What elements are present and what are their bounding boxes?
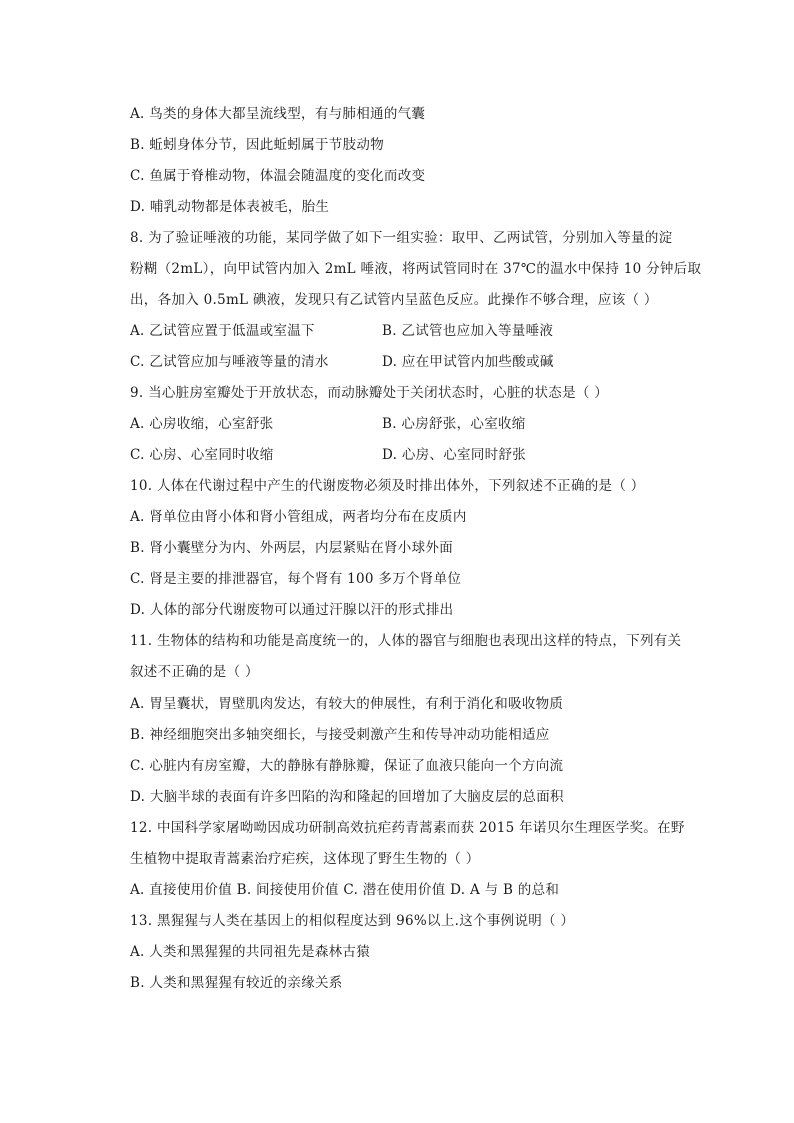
- q8-stem-line-3: 出，各加入 0.5mL 碘液，发现只有乙试管内呈蓝色反应。此操作不够合理，应该（ ）: [130, 292, 658, 308]
- q11-option-c: C. 心脏内有房室瓣，大的静脉有静脉瓣，保证了血液只能向一个方向流: [130, 758, 564, 774]
- q10-stem: 10. 人体在代谢过程中产生的代谢废物必须及时排出体外，下列叙述不正确的是（ ）: [130, 478, 645, 494]
- q7-option-b: B. 蚯蚓身体分节，因此蚯蚓属于节肢动物: [130, 137, 385, 153]
- q12-stem-line-1: 12. 中国科学家屠呦呦因成功研制高效抗疟药青蒿素而获 2015 年诺贝尔生理医学奖。在野: [130, 820, 685, 836]
- q13-option-a: A. 人类和黑猩猩的共同祖先是森林古猿: [130, 944, 371, 960]
- q12-options: A. 直接使用价值 B. 间接使用价值 C. 潜在使用价值 D. A 与 B 的总和: [130, 882, 560, 898]
- q10-option-b: B. 肾小囊壁分为内、外两层，内层紧贴在肾小球外面: [130, 540, 454, 556]
- q9-option-d: D. 心房、心室同时舒张: [382, 447, 527, 463]
- q11-option-b: B. 神经细胞突出多轴突细长，与接受刺激产生和传导冲动功能相适应: [130, 727, 550, 743]
- q8-stem-line-2: 粉糊（2mL），向甲试管内加入 2mL 唾液，将两试管同时在 37℃的温水中保持 10 分钟后取: [130, 261, 702, 277]
- q7-option-a: A. 鸟类的身体大都呈流线型，有与肺相通的气囊: [130, 106, 426, 122]
- q8-option-c: C. 乙试管应加与唾液等量的清水: [130, 354, 329, 370]
- q7-option-c: C. 鱼属于脊椎动物，体温会随温度的变化而改变: [130, 168, 426, 184]
- q10-option-a: A. 肾单位由肾小体和肾小管组成，两者均分布在皮质内: [130, 509, 467, 525]
- q10-option-c: C. 肾是主要的排泄器官，每个肾有 100 多万个肾单位: [130, 571, 462, 587]
- q9-option-c: C. 心房、心室同时收缩: [130, 447, 274, 463]
- q9-option-a: A. 心房收缩，心室舒张: [130, 416, 274, 432]
- q10-option-d: D. 人体的部分代谢废物可以通过汗腺以汗的形式排出: [130, 602, 454, 618]
- q13-stem: 13. 黑猩猩与人类在基因上的相似程度达到 96%以上.这个事例说明（ ）: [130, 913, 575, 929]
- q11-option-d: D. 大脑半球的表面有许多凹陷的沟和隆起的回增加了大脑皮层的总面积: [130, 789, 564, 805]
- q12-stem-line-2: 生植物中提取青蒿素治疗疟疾，这体现了野生生物的（ ）: [130, 851, 480, 867]
- q11-option-a: A. 胃呈囊状，胃壁肌肉发达，有较大的伸展性，有利于消化和吸收物质: [130, 696, 564, 712]
- q13-option-b: B. 人类和黑猩猩有较近的亲缘关系: [130, 975, 343, 991]
- q9-stem: 9. 当心脏房室瓣处于开放状态，而动脉瓣处于关闭状态时，心脏的状态是（ ）: [130, 385, 609, 401]
- q8-option-a: A. 乙试管应置于低温或室温下: [130, 323, 315, 339]
- q11-stem-line-1: 11. 生物体的结构和功能是高度统一的，人体的器官与细胞也表现出这样的特点，下列有关: [130, 633, 682, 649]
- q7-option-d: D. 哺乳动物都是体表被毛，胎生: [130, 199, 330, 215]
- q8-stem-line-1: 8. 为了验证唾液的功能，某同学做了如下一组实验：取甲、乙两试管，分别加入等量的淀: [130, 230, 673, 246]
- q8-option-d: D. 应在甲试管内加些酸或碱: [382, 354, 554, 370]
- q11-stem-line-2: 叙述不正确的是（ ）: [130, 664, 259, 680]
- q8-option-b: B. 乙试管也应加入等量唾液: [382, 323, 554, 339]
- q9-option-b: B. 心房舒张，心室收缩: [382, 416, 526, 432]
